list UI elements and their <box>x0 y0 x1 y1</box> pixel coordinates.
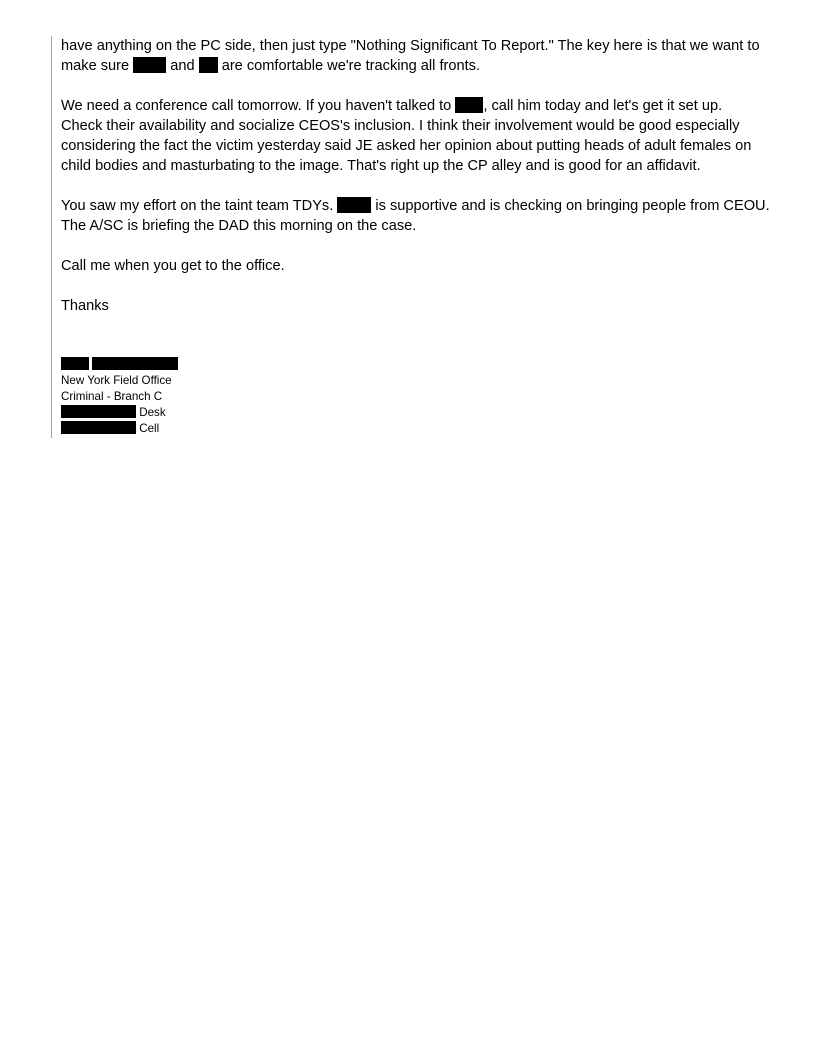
text-line: Thanks <box>61 298 109 314</box>
text-line: child bodies and masturbating to the image. That's right up the CP alley and is good for an affidavit. <box>61 158 701 174</box>
paragraph-taint-team <box>61 196 791 236</box>
signature-office: New York Field Office <box>61 374 172 387</box>
text-line: The A/SC is briefing the DAD this morning on the case. <box>61 218 417 234</box>
text-line: make sure and are comfortable we're tracking all fronts. <box>61 58 480 74</box>
text-line: Call me when you get to the office. <box>61 258 285 274</box>
signature-cell-phone: Cell <box>61 421 178 437</box>
text-line: You saw my effort on the taint team TDYs. is supportive and is checking on bringing people from CEOU. <box>61 198 770 214</box>
redaction-block <box>61 357 89 370</box>
paragraph-thanks <box>61 296 791 316</box>
paragraph-call-me <box>61 256 791 276</box>
signature-desk-phone: Desk <box>61 405 178 421</box>
redaction-block <box>61 405 136 418</box>
redaction-block <box>199 57 218 73</box>
signature-block <box>61 357 178 437</box>
signature-branch: Criminal - Branch C <box>61 390 163 403</box>
text-line: considering the fact the victim yesterday said JE asked her opinion about putting heads of adult females on <box>61 138 752 154</box>
paragraph-reporting <box>61 36 791 76</box>
text-line: Check their availability and socialize CEOS's inclusion. I think their involvement would be good especially <box>61 118 740 134</box>
redaction-block <box>337 197 371 213</box>
text-line: have anything on the PC side, then just type "Nothing Significant To Report." The key here is that we want to <box>61 38 760 54</box>
paragraph-conference-call <box>61 96 791 176</box>
email-body <box>61 36 791 336</box>
text-line: We need a conference call tomorrow. If you haven't talked to , call him today and let's get it set up. <box>61 98 723 114</box>
signature-name <box>61 357 178 373</box>
redaction-block <box>133 57 166 73</box>
redaction-block <box>92 357 178 370</box>
redaction-block <box>455 97 483 113</box>
redaction-block <box>61 421 136 434</box>
quote-bar <box>51 36 52 438</box>
